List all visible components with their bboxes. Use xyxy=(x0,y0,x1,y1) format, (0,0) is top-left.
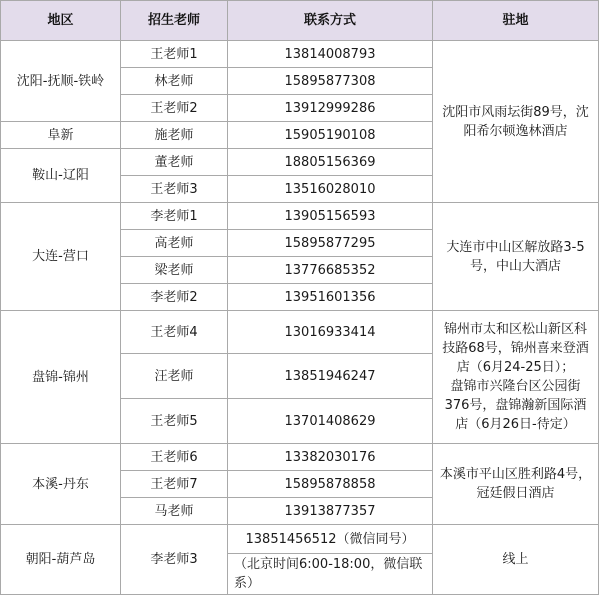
header-region: 地区 xyxy=(1,1,121,41)
address-cell: 线上 xyxy=(433,525,599,595)
region-cell: 阜新 xyxy=(1,122,121,149)
address-cell: 本溪市平山区胜利路4号，冠廷假日酒店 xyxy=(433,444,599,525)
region-cell: 盘锦-锦州 xyxy=(1,311,121,444)
teacher-cell: 王老师5 xyxy=(121,399,228,444)
phone-cell: 15895877308 xyxy=(228,68,433,95)
region-cell: 鞍山-辽阳 xyxy=(1,149,121,203)
phone-cell: 13912999286 xyxy=(228,95,433,122)
teacher-cell: 李老师2 xyxy=(121,284,228,311)
teacher-cell: 王老师3 xyxy=(121,176,228,203)
phone-cell: 13851946247 xyxy=(228,354,433,399)
region-cell: 大连-营口 xyxy=(1,203,121,311)
teacher-cell: 王老师1 xyxy=(121,41,228,68)
phone-cell: 13913877357 xyxy=(228,498,433,525)
phone-cell: 18805156369 xyxy=(228,149,433,176)
teacher-cell: 施老师 xyxy=(121,122,228,149)
table-row xyxy=(1,444,599,471)
phone-cell: 13516028010 xyxy=(228,176,433,203)
teacher-cell: 王老师4 xyxy=(121,311,228,354)
teacher-cell: 林老师 xyxy=(121,68,228,95)
table-row xyxy=(1,525,599,554)
teacher-cell: 汪老师 xyxy=(121,354,228,399)
header-contact: 联系方式 xyxy=(228,1,433,41)
phone-cell: 13382030176 xyxy=(228,444,433,471)
phone-cell: 13814008793 xyxy=(228,41,433,68)
phone-cell: 13776685352 xyxy=(228,257,433,284)
region-cell: 沈阳-抚顺-铁岭 xyxy=(1,41,121,122)
region-cell: 朝阳-葫芦岛 xyxy=(1,525,121,595)
phone-cell: 13951601356 xyxy=(228,284,433,311)
table-row xyxy=(1,203,599,230)
teacher-cell: 马老师 xyxy=(121,498,228,525)
teacher-cell: 高老师 xyxy=(121,230,228,257)
phone-cell: 13851456512（微信同号） xyxy=(228,525,433,554)
phone-cell: 13016933414 xyxy=(228,311,433,354)
table-row xyxy=(1,41,599,68)
phone-cell: 15895878858 xyxy=(228,471,433,498)
teacher-cell: 王老师2 xyxy=(121,95,228,122)
phone-cell: 15905190108 xyxy=(228,122,433,149)
table-row xyxy=(1,311,599,354)
address-cell: 锦州市太和区松山新区科技路68号，锦州喜来登酒店（6月24-25日）； 盘锦市兴隆台区公园街376号，盘锦瀚新国际酒店（6月26日-待定） xyxy=(433,311,599,444)
header-row xyxy=(1,1,599,41)
region-cell: 本溪-丹东 xyxy=(1,444,121,525)
header-location: 驻地 xyxy=(433,1,599,41)
teacher-cell: 董老师 xyxy=(121,149,228,176)
teacher-cell: 王老师7 xyxy=(121,471,228,498)
teacher-cell: 李老师1 xyxy=(121,203,228,230)
teacher-cell: 王老师6 xyxy=(121,444,228,471)
phone-cell: 15895877295 xyxy=(228,230,433,257)
teacher-cell: 梁老师 xyxy=(121,257,228,284)
address-cell: 大连市中山区解放路3-5号，中山大酒店 xyxy=(433,203,599,311)
address-cell: 沈阳市风雨坛街89号，沈阳希尔顿逸林酒店 xyxy=(433,41,599,203)
phone-cell: 13701408629 xyxy=(228,399,433,444)
header-teacher: 招生老师 xyxy=(121,1,228,41)
contact-hours-note: （北京时间6:00-18:00，微信联系） xyxy=(228,554,433,595)
teacher-cell: 李老师3 xyxy=(121,525,228,595)
phone-cell: 13905156593 xyxy=(228,203,433,230)
